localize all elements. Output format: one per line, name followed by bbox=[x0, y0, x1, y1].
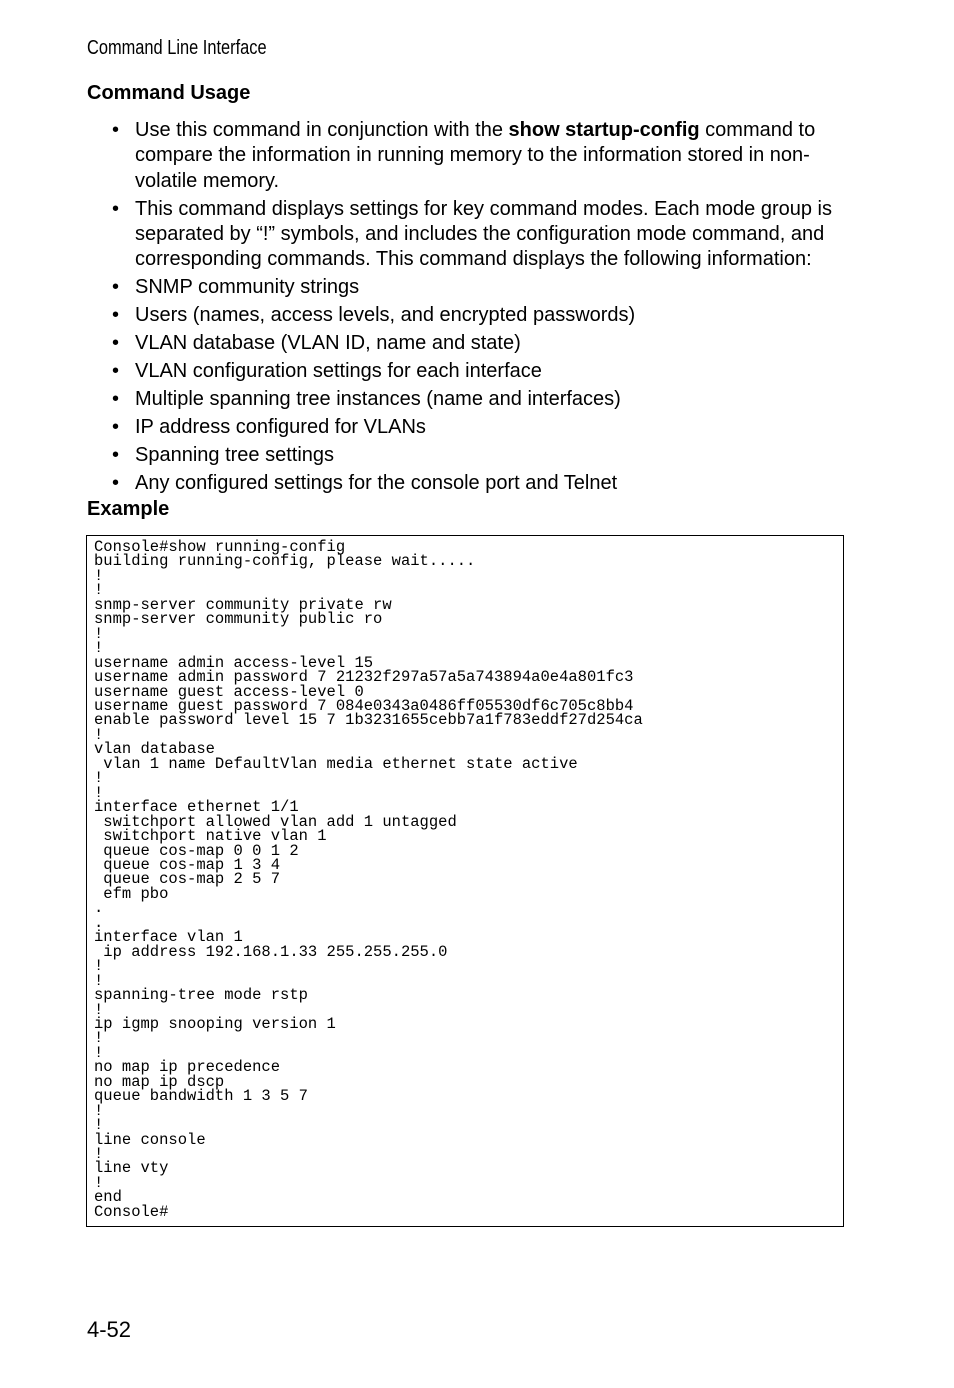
list-item-text: VLAN database (VLAN ID, name and state) bbox=[135, 332, 521, 355]
list-item bbox=[112, 197, 852, 273]
list-item bbox=[112, 275, 852, 300]
list-item-text: Spanning tree settings bbox=[135, 444, 335, 467]
bullet-icon: • bbox=[112, 360, 120, 383]
list-item bbox=[112, 471, 852, 496]
list-item-text: Users (names, access levels, and encrypted passwords) bbox=[135, 304, 636, 327]
command-name: show startup-config bbox=[508, 119, 700, 141]
bullet-icon: • bbox=[112, 197, 120, 220]
bullet-icon: • bbox=[112, 472, 120, 495]
example-code: Console#show running-config building running-config, please wait..... ! ! snmp-server community private rw snmp-server community public ro ! ! username admin access-level 15 username admin password 7 21232f297a57a5a743894a0e4a801fc3 username guest access-level 0 username guest password 7 084e0343a0486ff05530df6c705c8bb4 enable password level 15 7 1b3231655cebb7a1f783eddf27d254ca ! vlan database vlan 1 name DefaultVlan media ethernet state active ! ! interface ethernet 1/1 switchport allowed vlan add 1 untagged switchport native vlan 1 queue cos-map 0 0 1 2 queue cos-map 1 3 4 queue cos-map 2 5 7 efm pbo . . interface vlan 1 ip address 192.168.1.33 255.255.255.0 ! ! spanning-tree mode rstp ! ip igmp snooping version 1 ! ! no map ip precedence no map ip dscp queue bandwidth 1 3 5 7 ! ! line console ! line vty ! end Console# bbox=[94, 538, 643, 1221]
list-item bbox=[112, 118, 852, 194]
example-heading: Example bbox=[87, 498, 170, 520]
bullet-icon: • bbox=[112, 304, 120, 327]
list-item-text: Any configured settings for the console port and Telnet bbox=[135, 472, 618, 495]
list-item-text: Multiple spanning tree instances (name and interfaces) bbox=[135, 388, 621, 411]
list-item-text: SNMP community strings bbox=[135, 276, 360, 299]
page-number: 4-52 bbox=[87, 1317, 132, 1342]
command-usage-heading: Command Usage bbox=[87, 82, 251, 104]
bullet-icon: • bbox=[112, 444, 120, 467]
list-item bbox=[112, 359, 852, 384]
list-item-text: Use this command in conjunction with the bbox=[135, 119, 509, 141]
running-header: Command Line Interface bbox=[87, 37, 267, 59]
bullet-icon: • bbox=[112, 416, 120, 439]
command-usage-list bbox=[112, 118, 852, 499]
list-item bbox=[112, 331, 852, 356]
example-code-box bbox=[86, 535, 844, 1227]
list-item bbox=[112, 387, 852, 412]
list-item bbox=[112, 303, 852, 328]
list-item bbox=[112, 443, 852, 468]
bullet-icon: • bbox=[112, 332, 120, 355]
bullet-icon: • bbox=[112, 388, 120, 411]
list-item bbox=[112, 415, 852, 440]
list-item-text: VLAN configuration settings for each interface bbox=[135, 360, 542, 383]
bullet-icon: • bbox=[112, 276, 120, 299]
list-item-text: IP address configured for VLANs bbox=[135, 416, 426, 439]
list-item-text: This command displays settings for key command modes. Each mode group is separated by “!” symbols, and includes the configuration mode command, and corresponding commands. This command displays the following information: bbox=[135, 197, 832, 271]
list-item-text: command to compare the information in running memory to the information stored in non-volatile memory. bbox=[135, 119, 816, 192]
bullet-icon: • bbox=[112, 119, 120, 141]
